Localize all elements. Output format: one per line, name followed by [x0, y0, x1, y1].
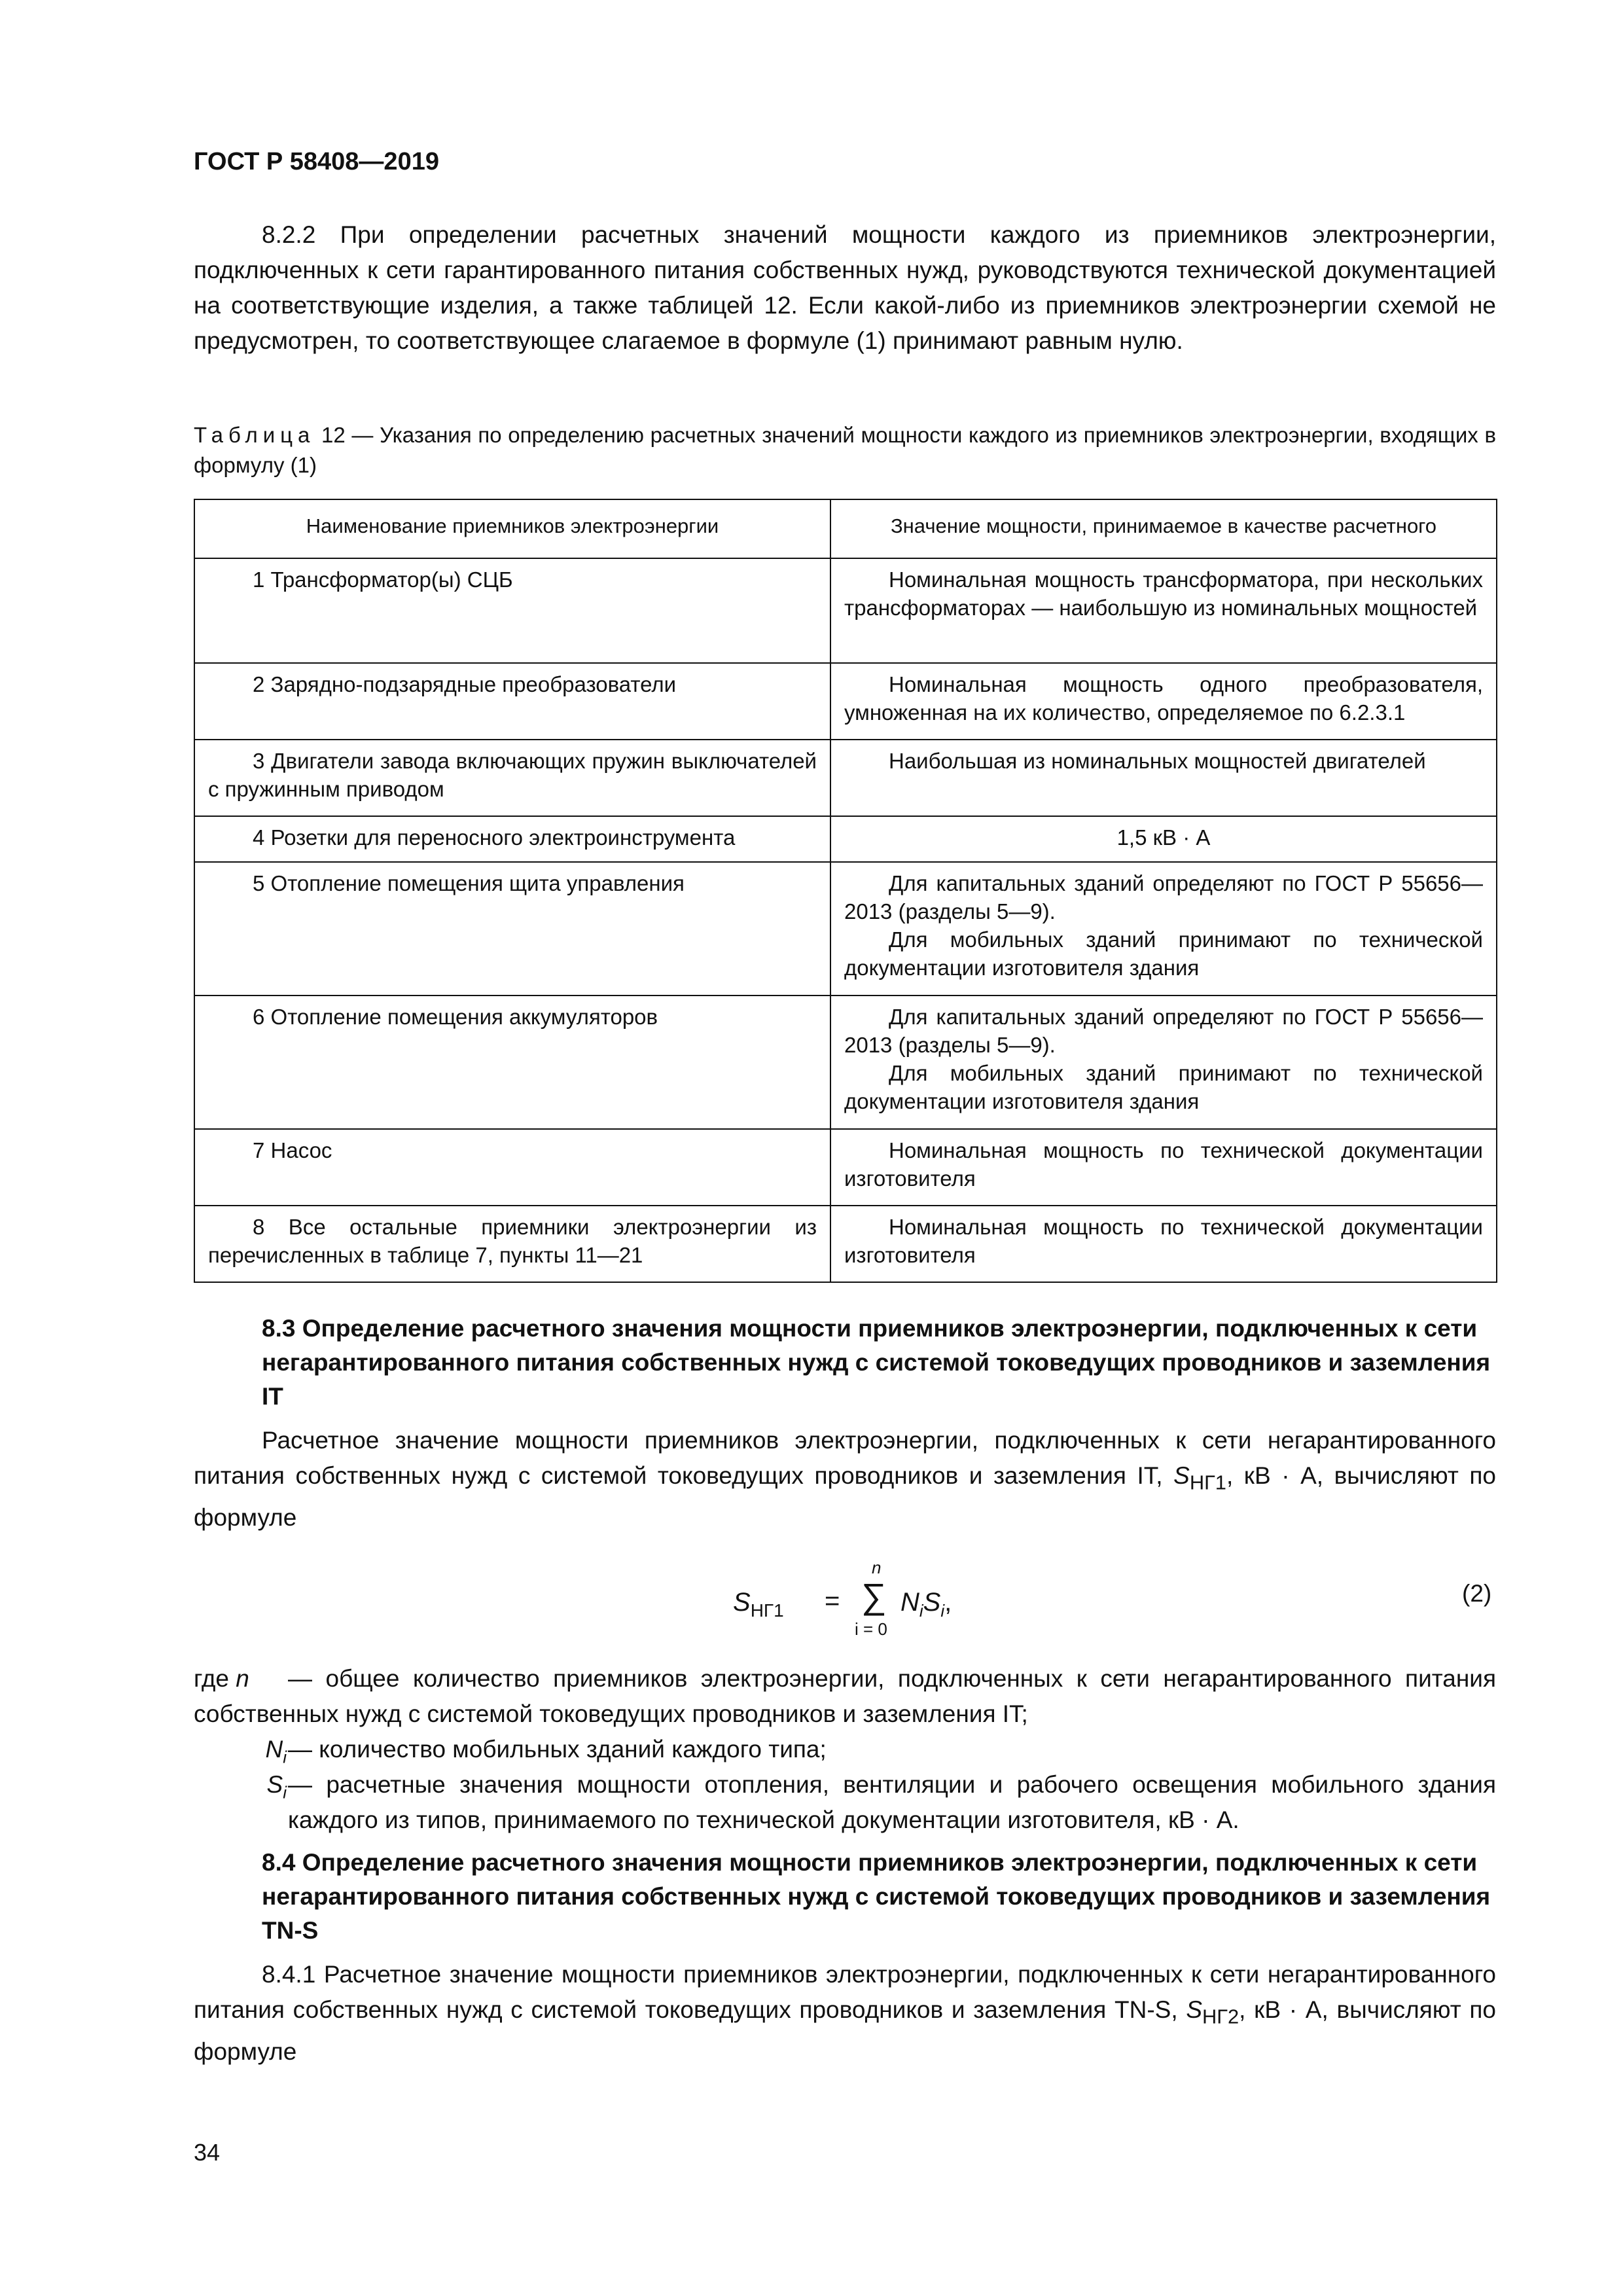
table-row — [194, 1129, 1497, 1206]
formula-term-s: S — [923, 1588, 941, 1617]
symbol-s: S — [1173, 1462, 1190, 1489]
legend-item — [194, 1732, 1496, 1767]
cell-power-value: Наибольшая из номинальных мощностей двигателей — [830, 740, 1497, 816]
legend-subscript: i — [283, 1782, 287, 1803]
column-header-receivers: Наименование приемников электроэнергии — [194, 499, 830, 558]
table-row — [194, 816, 1497, 862]
formula-term — [901, 1588, 952, 1621]
cell-receiver-name: 5 Отопление помещения щита управления — [194, 862, 830, 996]
formula-lhs-symbol: S — [733, 1588, 751, 1617]
cell-power-value — [830, 862, 1497, 996]
paragraph-8-3 — [194, 1423, 1496, 1535]
cell-receiver-name: 7 Насос — [194, 1129, 830, 1206]
paragraph-8-3-text-a: Расчетное значение мощности приемников электроэнергии, подключенных к сети негарантированного питания собственных нужд с системой токоведущих проводников и заземления IT, — [194, 1427, 1496, 1489]
formula-2 — [733, 1558, 1008, 1649]
formula-sum-lower: i = 0 — [855, 1619, 887, 1639]
legend-item — [194, 1767, 1496, 1838]
table-row — [194, 996, 1497, 1129]
table-row — [194, 862, 1497, 996]
legend-symbol: S — [266, 1771, 283, 1798]
legend-subscript: i — [283, 1747, 287, 1767]
cell-power-value: Номинальная мощность трансформатора, при нескольких трансформаторах — наибольшую из номинальных мощностей — [830, 558, 1497, 663]
formula-sum-upper: n — [872, 1558, 882, 1577]
cell-power-value: Номинальная мощность одного преобразователя, умноженная на их количество, определяемое по 6.2.3.1 — [830, 663, 1497, 740]
paragraph-8-4-1-text-b: , кВ · А, вычисляют по формуле — [194, 1996, 1496, 2066]
legend-symbol: n — [236, 1665, 249, 1692]
table-caption — [194, 420, 1496, 480]
paragraph-8-3-text-b: , кВ · А, вычисляют по формуле — [194, 1462, 1496, 1532]
cell-receiver-name: 2 Зарядно-подзарядные преобразователи — [194, 663, 830, 740]
legend-symbol: N — [265, 1736, 283, 1763]
value-capital-buildings: Для капитальных зданий определяют по ГОСТ Р 55656—2013 (разделы 5—9). — [844, 871, 1483, 924]
cell-receiver-name: 4 Розетки для переносного электроинструмента — [194, 816, 830, 862]
symbol-subscript: НГ1 — [1189, 1471, 1226, 1494]
paragraph-8-4-1-text-a: 8.4.1 Расчетное значение мощности приемников электроэнергии, подключенных к сети негарантированного питания собственных нужд с системой токоведущих проводников и заземления TN-S, — [194, 1961, 1496, 2023]
document-code: ГОСТ Р 58408—2019 — [194, 148, 439, 175]
cell-receiver-name: 6 Отопление помещения аккумуляторов — [194, 996, 830, 1129]
legend-text: — количество мобильных зданий каждого типа; — [288, 1736, 827, 1763]
cell-receiver-name: 3 Двигатели завода включающих пружин выключателей с пружинным приводом — [194, 740, 830, 816]
formula-lhs — [733, 1588, 784, 1621]
value-mobile-buildings: Для мобильных зданий принимают по технической документации изготовителя здания — [844, 927, 1483, 980]
legend-text: — расчетные значения мощности отопления, вентиляции и рабочего освещения мобильного здания каждого из типов, принимаемого по технической документации изготовителя, кВ · А. — [288, 1771, 1496, 1833]
cell-receiver-name: 1 Трансформатор(ы) СЦБ — [194, 558, 830, 663]
table-row — [194, 558, 1497, 663]
table-header-row — [194, 499, 1497, 558]
legend-prefix: где — [194, 1665, 236, 1692]
table-row — [194, 1206, 1497, 1282]
symbol-s: S — [1186, 1996, 1203, 2023]
table-caption-text: 12 — Указания по определению расчетных значений мощности каждого из приемников электроэнергии, входящих в формулу (1) — [194, 423, 1496, 477]
table-12 — [194, 499, 1497, 1283]
formula-lhs-subscript: НГ1 — [750, 1600, 784, 1621]
formula-sigma: ∑ — [861, 1577, 887, 1616]
formula-legend — [194, 1661, 1496, 1838]
formula-equals: = — [825, 1587, 840, 1615]
cell-receiver-name: 8 Все остальные приемники электроэнергии из перечисленных в таблице 7, пункты 11—21 — [194, 1206, 830, 1282]
page-number: 34 — [194, 2139, 221, 2166]
formula-comma: , — [944, 1588, 952, 1617]
legend-item — [194, 1661, 1496, 1732]
section-8-4-heading: 8.4 Определение расчетного значения мощности приемников электроэнергии, подключенных к сети негарантированного питания собственных нужд с системой токоведущих проводников и заземления TN-S — [262, 1849, 1491, 1944]
paragraph-8-4-1 — [194, 1957, 1496, 2070]
cell-power-value: Номинальная мощность по технической документации изготовителя — [830, 1206, 1497, 1282]
section-8-3-heading: 8.3 Определение расчетного значения мощности приемников электроэнергии, подключенных к сети негарантированного питания собственных нужд с системой токоведущих проводников и заземления IT — [262, 1315, 1491, 1410]
cell-power-value: 1,5 кВ · А — [830, 816, 1497, 862]
formula-term-n: N — [901, 1588, 919, 1617]
legend-text: — общее количество приемников электроэнергии, подключенных к сети негарантированного питания собственных нужд с системой токоведущих проводников и заземления IT; — [194, 1665, 1496, 1727]
table-row — [194, 740, 1497, 816]
formula-2-number: (2) — [1462, 1580, 1492, 1607]
value-capital-buildings: Для капитальных зданий определяют по ГОСТ Р 55656—2013 (разделы 5—9). — [844, 1005, 1483, 1057]
table-caption-label: Таблица — [194, 423, 315, 447]
formula-sub-i: i — [940, 1601, 945, 1621]
formula-sub-i: i — [919, 1601, 923, 1621]
table-row — [194, 663, 1497, 740]
cell-power-value — [830, 996, 1497, 1129]
value-mobile-buildings: Для мобильных зданий принимают по технической документации изготовителя здания — [844, 1061, 1483, 1113]
paragraph-8-2-2: 8.2.2 При определении расчетных значений мощности каждого из приемников электроэнергии, подключенных к сети гарантированного питания собственных нужд, руководствуются технической документацией на соответствующие изделия, а также таблицей 12. Если какой-либо из приемников электроэнергии схемой не предусмотрен, то соответствующее слагаемое в формуле (1) принимают равным нулю. — [194, 221, 1496, 354]
column-header-power-value: Значение мощности, принимаемое в качестве расчетного — [830, 499, 1497, 558]
symbol-subscript: НГ2 — [1202, 2005, 1240, 2028]
cell-power-value: Номинальная мощность по технической документации изготовителя — [830, 1129, 1497, 1206]
